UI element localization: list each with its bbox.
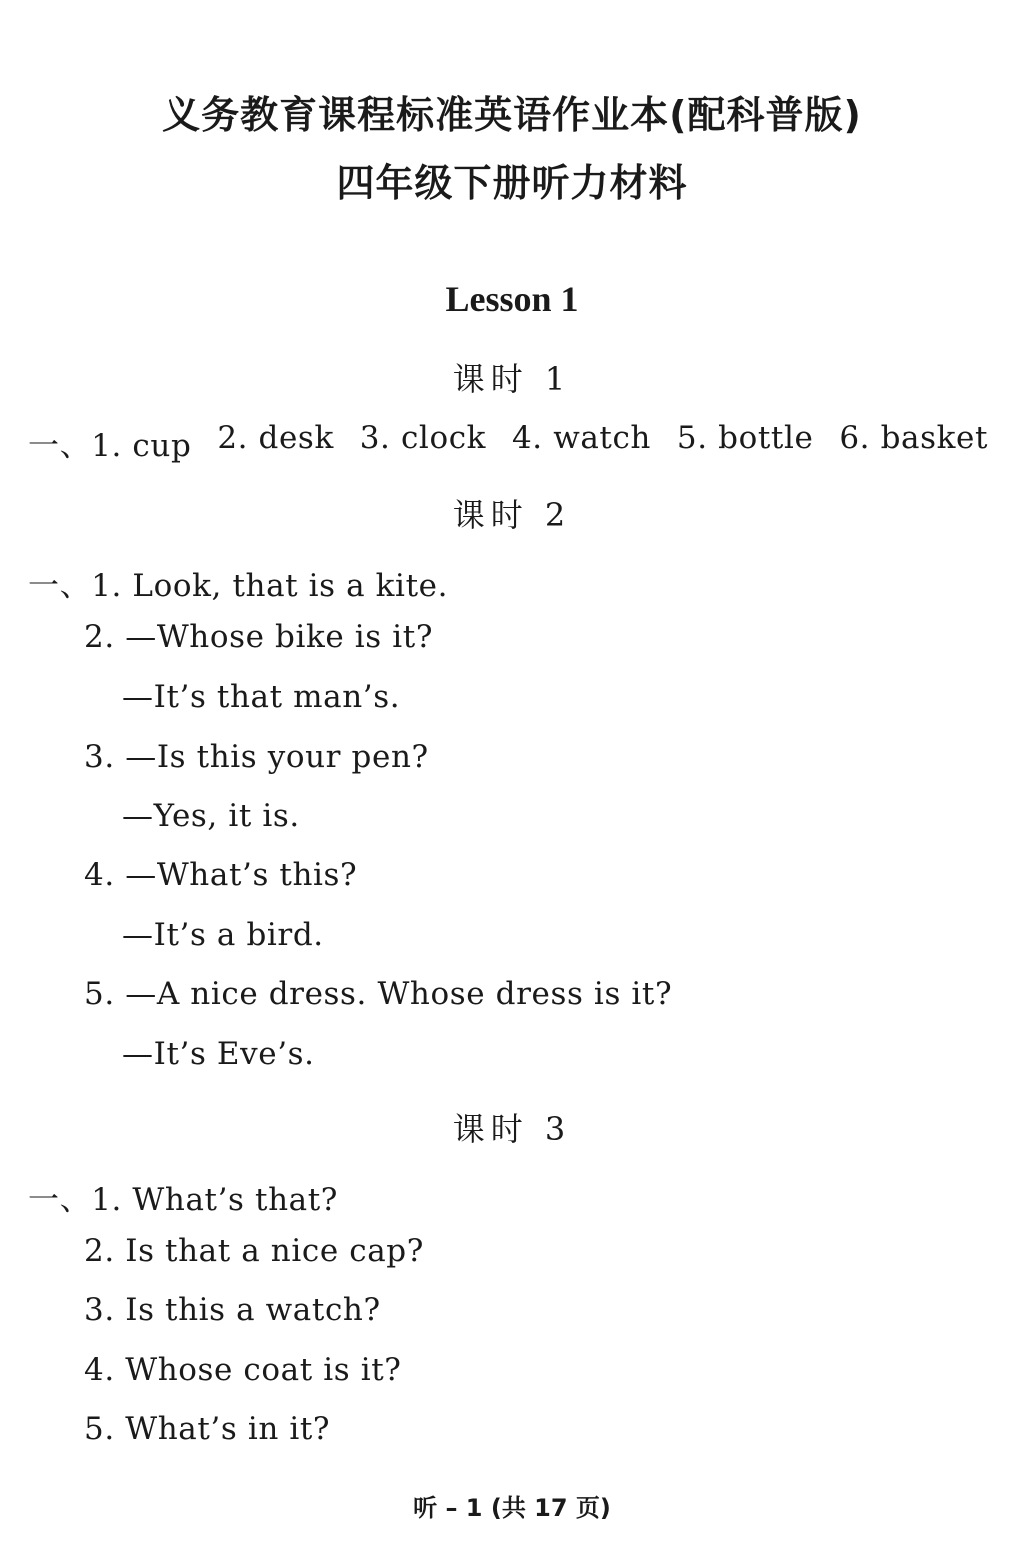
dialogue-line: —It’s that man’s. xyxy=(122,679,401,715)
dialogue-line: 一、1. Look, that is a kite. xyxy=(28,568,449,604)
word-item: 2. desk xyxy=(217,420,334,456)
word-item: 6. basket xyxy=(839,420,988,456)
period-2-heading: 课时 2 xyxy=(452,496,572,534)
question-line: 5. What’s in it? xyxy=(84,1411,331,1447)
question-line: 2. Is that a nice cap? xyxy=(84,1233,424,1269)
dialogue-line: 2. —Whose bike is it? xyxy=(84,619,434,655)
lesson-heading: Lesson 1 xyxy=(445,279,579,319)
section-mark: 一、 xyxy=(28,428,92,464)
word-item: 5. bottle xyxy=(676,420,814,456)
question-line: 3. Is this a watch? xyxy=(84,1292,381,1328)
question-line: 4. Whose coat is it? xyxy=(84,1352,402,1388)
dialogue-line: 4. —What’s this? xyxy=(84,857,358,893)
page-subtitle: 四年级下册听力材料 xyxy=(336,161,688,205)
period-1-word-list xyxy=(28,420,988,465)
dialogue-line: —It’s a bird. xyxy=(122,917,324,953)
question-line: 一、1. What’s that? xyxy=(28,1182,339,1218)
section-mark: 一、 xyxy=(28,1182,92,1218)
page-title: 义务教育课程标准英语作业本(配科普版) xyxy=(162,93,862,137)
period-3-heading: 课时 3 xyxy=(452,1110,572,1148)
dialogue-line: —It’s Eve’s. xyxy=(122,1036,315,1072)
period-1-heading: 课时 1 xyxy=(452,360,572,398)
dialogue-line: 3. —Is this your pen? xyxy=(84,739,429,775)
word-item: 4. watch xyxy=(511,420,652,456)
dialogue-line: 5. —A nice dress. Whose dress is it? xyxy=(84,976,673,1012)
section-mark: 一、 xyxy=(28,568,92,604)
word-item: 一、1. cup xyxy=(28,428,192,464)
word-item: 3. clock xyxy=(359,420,487,456)
page-number: 听 – 1 (共 17 页) xyxy=(413,1494,611,1522)
dialogue-line: —Yes, it is. xyxy=(122,798,300,834)
